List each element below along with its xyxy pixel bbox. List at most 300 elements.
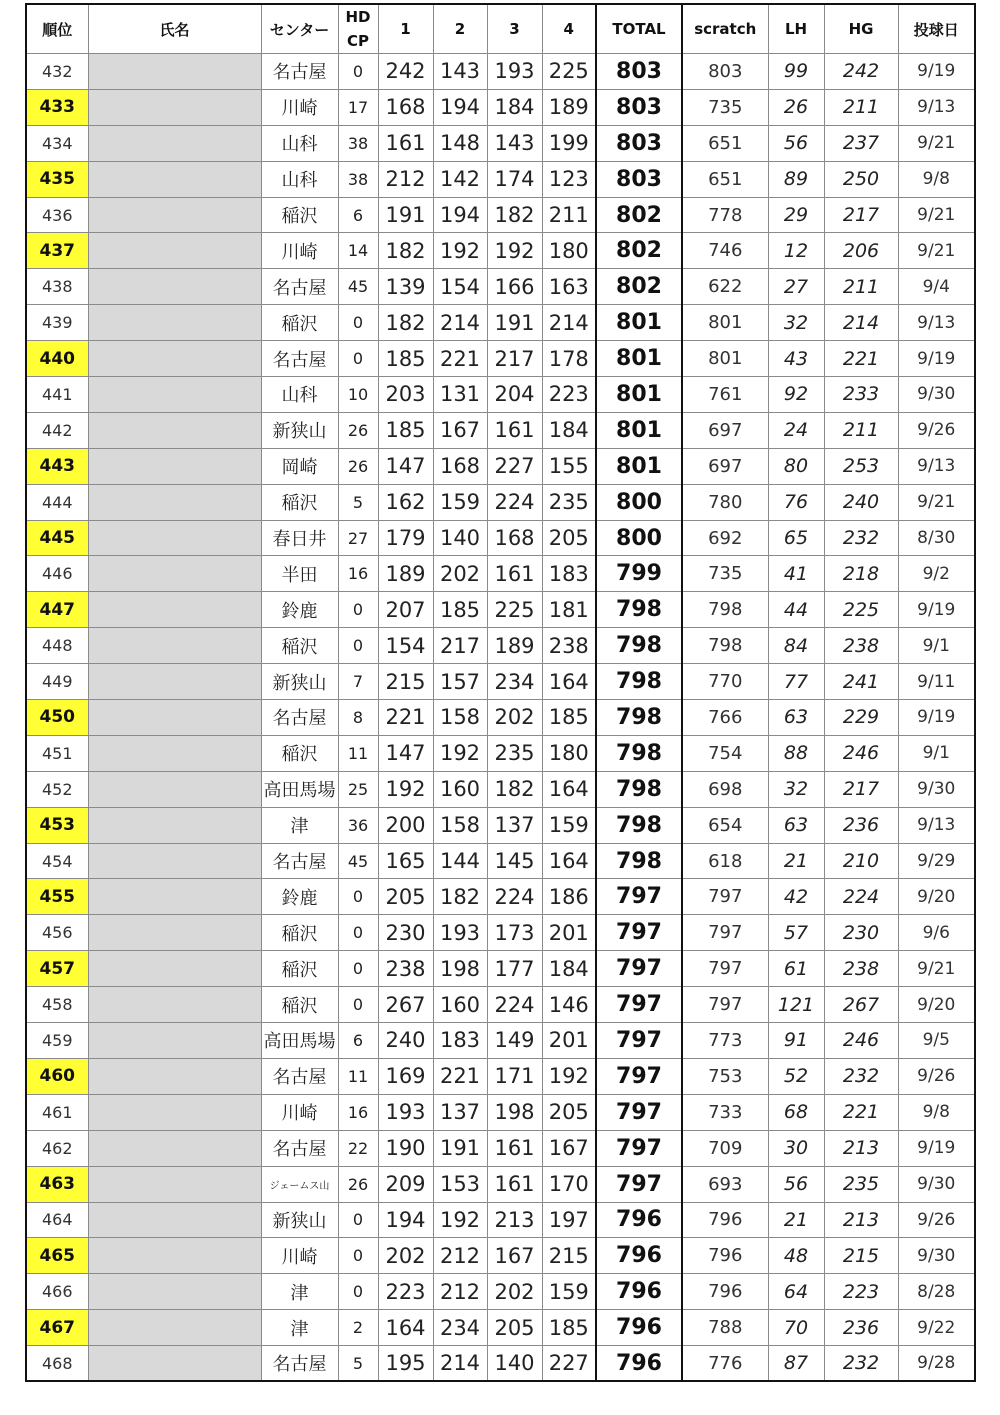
rank-cell: 435 bbox=[26, 161, 88, 197]
total-cell: 797 bbox=[596, 951, 682, 987]
name-cell-redacted bbox=[88, 305, 261, 341]
hdcp-cell: 2 bbox=[338, 1310, 378, 1346]
lh-cell: 32 bbox=[768, 771, 824, 807]
lh-cell: 44 bbox=[768, 592, 824, 628]
hg-cell: 217 bbox=[824, 771, 898, 807]
game4-cell: 184 bbox=[542, 412, 596, 448]
game3-cell: 193 bbox=[487, 54, 542, 90]
date-cell: 9/20 bbox=[898, 879, 975, 915]
hdcp-cell: 0 bbox=[338, 1202, 378, 1238]
hg-cell: 236 bbox=[824, 807, 898, 843]
game4-cell: 159 bbox=[542, 807, 596, 843]
scratch-cell: 797 bbox=[682, 879, 768, 915]
scratch-cell: 796 bbox=[682, 1238, 768, 1274]
hg-cell: 246 bbox=[824, 1023, 898, 1059]
hg-cell: 233 bbox=[824, 377, 898, 413]
game4-cell: 205 bbox=[542, 1094, 596, 1130]
hg-cell: 246 bbox=[824, 735, 898, 771]
rank-cell: 447 bbox=[26, 592, 88, 628]
name-cell-redacted bbox=[88, 341, 261, 377]
total-cell: 798 bbox=[596, 664, 682, 700]
total-cell: 797 bbox=[596, 1130, 682, 1166]
lh-cell: 27 bbox=[768, 269, 824, 305]
game1-cell: 215 bbox=[378, 664, 433, 700]
hdcp-cell: 38 bbox=[338, 161, 378, 197]
center-cell: 名古屋 bbox=[261, 1058, 338, 1094]
rank-cell: 458 bbox=[26, 987, 88, 1023]
game4-cell: 238 bbox=[542, 628, 596, 664]
game3-cell: 161 bbox=[487, 556, 542, 592]
scratch-cell: 780 bbox=[682, 484, 768, 520]
rank-cell: 459 bbox=[26, 1023, 88, 1059]
scratch-cell: 797 bbox=[682, 987, 768, 1023]
game1-cell: 221 bbox=[378, 700, 433, 736]
table-row bbox=[26, 951, 975, 987]
game3-cell: 174 bbox=[487, 161, 542, 197]
total-header: TOTAL bbox=[596, 4, 682, 54]
date-cell: 9/19 bbox=[898, 1130, 975, 1166]
lh-cell: 41 bbox=[768, 556, 824, 592]
date-cell: 8/28 bbox=[898, 1274, 975, 1310]
game2-cell: 221 bbox=[433, 1058, 487, 1094]
hg-cell: 241 bbox=[824, 664, 898, 700]
game2-cell: 191 bbox=[433, 1130, 487, 1166]
lh-cell: 57 bbox=[768, 915, 824, 951]
center-cell: 名古屋 bbox=[261, 341, 338, 377]
game4-cell: 211 bbox=[542, 197, 596, 233]
game4-cell: 164 bbox=[542, 843, 596, 879]
date-cell: 9/6 bbox=[898, 915, 975, 951]
hdcp-cell: 0 bbox=[338, 1238, 378, 1274]
date-cell: 9/13 bbox=[898, 807, 975, 843]
rank-cell: 444 bbox=[26, 484, 88, 520]
total-cell: 796 bbox=[596, 1346, 682, 1382]
game4-cell: 185 bbox=[542, 700, 596, 736]
lh-cell: 26 bbox=[768, 89, 824, 125]
center-cell: 津 bbox=[261, 1274, 338, 1310]
game1-cell: 191 bbox=[378, 197, 433, 233]
scratch-cell: 622 bbox=[682, 269, 768, 305]
name-cell-redacted bbox=[88, 987, 261, 1023]
table-row bbox=[26, 1166, 975, 1202]
game4-cell: 235 bbox=[542, 484, 596, 520]
game3-cell: 227 bbox=[487, 448, 542, 484]
game3-cell: 161 bbox=[487, 1166, 542, 1202]
hdcp-cell: 11 bbox=[338, 1058, 378, 1094]
date-cell: 9/5 bbox=[898, 1023, 975, 1059]
scratch-cell: 797 bbox=[682, 951, 768, 987]
name-cell-redacted bbox=[88, 1310, 261, 1346]
date-cell: 9/2 bbox=[898, 556, 975, 592]
rank-cell: 457 bbox=[26, 951, 88, 987]
lh-cell: 56 bbox=[768, 1166, 824, 1202]
hdcp-cell: 25 bbox=[338, 771, 378, 807]
total-cell: 797 bbox=[596, 987, 682, 1023]
center-cell: 山科 bbox=[261, 125, 338, 161]
hdcp-header-top: HD bbox=[345, 8, 371, 26]
hdcp-cell: 0 bbox=[338, 592, 378, 628]
table-row bbox=[26, 305, 975, 341]
game3-cell: 192 bbox=[487, 233, 542, 269]
date-cell: 9/21 bbox=[898, 951, 975, 987]
date-cell: 9/21 bbox=[898, 233, 975, 269]
table-row bbox=[26, 448, 975, 484]
total-cell: 801 bbox=[596, 341, 682, 377]
game4-cell: 180 bbox=[542, 735, 596, 771]
game2-cell: 182 bbox=[433, 879, 487, 915]
game1-cell: 223 bbox=[378, 1274, 433, 1310]
ranking-table bbox=[25, 3, 976, 1382]
lh-cell: 99 bbox=[768, 54, 824, 90]
date-cell: 8/30 bbox=[898, 520, 975, 556]
name-header: 氏名 bbox=[88, 4, 261, 54]
game3-cell: 182 bbox=[487, 197, 542, 233]
scratch-cell: 733 bbox=[682, 1094, 768, 1130]
center-cell: 半田 bbox=[261, 556, 338, 592]
total-cell: 802 bbox=[596, 197, 682, 233]
name-cell-redacted bbox=[88, 556, 261, 592]
name-cell-redacted bbox=[88, 664, 261, 700]
total-cell: 798 bbox=[596, 735, 682, 771]
rank-cell: 451 bbox=[26, 735, 88, 771]
center-cell: ジェームス山 bbox=[261, 1166, 338, 1202]
date-cell: 9/19 bbox=[898, 54, 975, 90]
game4-cell: 184 bbox=[542, 951, 596, 987]
table-row bbox=[26, 197, 975, 233]
name-cell-redacted bbox=[88, 628, 261, 664]
hg-cell: 214 bbox=[824, 305, 898, 341]
lh-cell: 70 bbox=[768, 1310, 824, 1346]
hg-cell: 267 bbox=[824, 987, 898, 1023]
total-cell: 797 bbox=[596, 1094, 682, 1130]
center-cell: 名古屋 bbox=[261, 1130, 338, 1166]
scratch-cell: 803 bbox=[682, 54, 768, 90]
game1-cell: 200 bbox=[378, 807, 433, 843]
rank-cell: 439 bbox=[26, 305, 88, 341]
name-cell-redacted bbox=[88, 54, 261, 90]
center-cell: 鈴鹿 bbox=[261, 879, 338, 915]
game2-cell: 234 bbox=[433, 1310, 487, 1346]
scratch-cell: 798 bbox=[682, 628, 768, 664]
table-row bbox=[26, 700, 975, 736]
hdcp-header-bottom: CP bbox=[346, 32, 369, 50]
scratch-cell: 801 bbox=[682, 305, 768, 341]
hdcp-header bbox=[338, 4, 378, 54]
scratch-cell: 651 bbox=[682, 161, 768, 197]
game2-cell: 168 bbox=[433, 448, 487, 484]
game3-cell: 143 bbox=[487, 125, 542, 161]
game1-cell: 139 bbox=[378, 269, 433, 305]
table-row bbox=[26, 89, 975, 125]
date-cell: 9/29 bbox=[898, 843, 975, 879]
ranking-rows bbox=[26, 54, 975, 1382]
name-cell-redacted bbox=[88, 700, 261, 736]
hg-header: HG bbox=[824, 4, 898, 54]
hdcp-cell: 27 bbox=[338, 520, 378, 556]
game3-cell: 184 bbox=[487, 89, 542, 125]
table-row bbox=[26, 412, 975, 448]
scratch-cell: 798 bbox=[682, 592, 768, 628]
table-row bbox=[26, 1310, 975, 1346]
hg-cell: 213 bbox=[824, 1130, 898, 1166]
hg-cell: 211 bbox=[824, 412, 898, 448]
rank-cell: 443 bbox=[26, 448, 88, 484]
rank-cell: 438 bbox=[26, 269, 88, 305]
date-header: 投球日 bbox=[898, 4, 975, 54]
total-cell: 797 bbox=[596, 1166, 682, 1202]
game3-cell: 225 bbox=[487, 592, 542, 628]
game1-cell: 154 bbox=[378, 628, 433, 664]
center-cell: 稲沢 bbox=[261, 915, 338, 951]
lh-cell: 48 bbox=[768, 1238, 824, 1274]
hdcp-cell: 6 bbox=[338, 197, 378, 233]
hdcp-cell: 5 bbox=[338, 1346, 378, 1382]
table-row bbox=[26, 1094, 975, 1130]
table-row bbox=[26, 628, 975, 664]
center-cell: 岡崎 bbox=[261, 448, 338, 484]
hdcp-cell: 26 bbox=[338, 448, 378, 484]
date-cell: 9/1 bbox=[898, 735, 975, 771]
lh-cell: 80 bbox=[768, 448, 824, 484]
game1-cell: 240 bbox=[378, 1023, 433, 1059]
game3-cell: 224 bbox=[487, 879, 542, 915]
name-cell-redacted bbox=[88, 1238, 261, 1274]
table-row bbox=[26, 484, 975, 520]
lh-cell: 56 bbox=[768, 125, 824, 161]
game4-cell: 199 bbox=[542, 125, 596, 161]
game2-cell: 192 bbox=[433, 233, 487, 269]
center-cell: 稲沢 bbox=[261, 735, 338, 771]
name-cell-redacted bbox=[88, 592, 261, 628]
game3-header: 3 bbox=[487, 4, 542, 54]
header-row bbox=[26, 4, 975, 54]
hdcp-cell: 0 bbox=[338, 305, 378, 341]
date-cell: 9/26 bbox=[898, 1202, 975, 1238]
game4-cell: 123 bbox=[542, 161, 596, 197]
center-cell: 名古屋 bbox=[261, 843, 338, 879]
game1-cell: 185 bbox=[378, 412, 433, 448]
total-cell: 796 bbox=[596, 1310, 682, 1346]
game1-cell: 207 bbox=[378, 592, 433, 628]
date-cell: 9/21 bbox=[898, 125, 975, 161]
hg-cell: 206 bbox=[824, 233, 898, 269]
center-cell: 名古屋 bbox=[261, 54, 338, 90]
game1-cell: 165 bbox=[378, 843, 433, 879]
center-cell: 山科 bbox=[261, 161, 338, 197]
hdcp-cell: 7 bbox=[338, 664, 378, 700]
hdcp-cell: 0 bbox=[338, 1274, 378, 1310]
center-cell: 山科 bbox=[261, 377, 338, 413]
game1-cell: 242 bbox=[378, 54, 433, 90]
game3-cell: 191 bbox=[487, 305, 542, 341]
game2-cell: 185 bbox=[433, 592, 487, 628]
game2-cell: 192 bbox=[433, 735, 487, 771]
game1-cell: 164 bbox=[378, 1310, 433, 1346]
center-cell: 川崎 bbox=[261, 1238, 338, 1274]
game4-cell: 178 bbox=[542, 341, 596, 377]
hg-cell: 230 bbox=[824, 915, 898, 951]
lh-cell: 87 bbox=[768, 1346, 824, 1382]
table-row bbox=[26, 377, 975, 413]
game1-cell: 194 bbox=[378, 1202, 433, 1238]
game3-cell: 202 bbox=[487, 700, 542, 736]
date-cell: 9/11 bbox=[898, 664, 975, 700]
hg-cell: 210 bbox=[824, 843, 898, 879]
lh-cell: 68 bbox=[768, 1094, 824, 1130]
date-cell: 9/13 bbox=[898, 305, 975, 341]
date-cell: 9/8 bbox=[898, 1094, 975, 1130]
hg-cell: 235 bbox=[824, 1166, 898, 1202]
rank-cell: 449 bbox=[26, 664, 88, 700]
lh-cell: 89 bbox=[768, 161, 824, 197]
scratch-cell: 753 bbox=[682, 1058, 768, 1094]
game3-cell: 189 bbox=[487, 628, 542, 664]
hdcp-cell: 10 bbox=[338, 377, 378, 413]
game4-cell: 163 bbox=[542, 269, 596, 305]
hdcp-cell: 0 bbox=[338, 341, 378, 377]
game3-cell: 224 bbox=[487, 987, 542, 1023]
scratch-cell: 801 bbox=[682, 341, 768, 377]
hg-cell: 238 bbox=[824, 951, 898, 987]
rank-cell: 465 bbox=[26, 1238, 88, 1274]
hdcp-cell: 5 bbox=[338, 484, 378, 520]
lh-cell: 65 bbox=[768, 520, 824, 556]
game2-cell: 137 bbox=[433, 1094, 487, 1130]
lh-cell: 63 bbox=[768, 700, 824, 736]
lh-cell: 77 bbox=[768, 664, 824, 700]
center-cell: 高田馬場 bbox=[261, 771, 338, 807]
game4-cell: 214 bbox=[542, 305, 596, 341]
total-cell: 798 bbox=[596, 807, 682, 843]
rank-cell: 450 bbox=[26, 700, 88, 736]
scratch-cell: 766 bbox=[682, 700, 768, 736]
total-cell: 797 bbox=[596, 1058, 682, 1094]
center-cell: 名古屋 bbox=[261, 269, 338, 305]
game4-cell: 164 bbox=[542, 771, 596, 807]
total-cell: 796 bbox=[596, 1274, 682, 1310]
game3-cell: 145 bbox=[487, 843, 542, 879]
game1-cell: 189 bbox=[378, 556, 433, 592]
scratch-cell: 693 bbox=[682, 1166, 768, 1202]
game1-cell: 162 bbox=[378, 484, 433, 520]
name-cell-redacted bbox=[88, 448, 261, 484]
game3-cell: 149 bbox=[487, 1023, 542, 1059]
table-row bbox=[26, 771, 975, 807]
name-cell-redacted bbox=[88, 1202, 261, 1238]
game3-cell: 161 bbox=[487, 412, 542, 448]
ranking-sheet bbox=[25, 3, 976, 1382]
lh-cell: 92 bbox=[768, 377, 824, 413]
hdcp-cell: 11 bbox=[338, 735, 378, 771]
scratch-cell: 754 bbox=[682, 735, 768, 771]
lh-cell: 63 bbox=[768, 807, 824, 843]
game4-cell: 186 bbox=[542, 879, 596, 915]
name-cell-redacted bbox=[88, 377, 261, 413]
game3-cell: 217 bbox=[487, 341, 542, 377]
scratch-cell: 654 bbox=[682, 807, 768, 843]
game2-cell: 194 bbox=[433, 197, 487, 233]
game2-cell: 212 bbox=[433, 1238, 487, 1274]
date-cell: 9/19 bbox=[898, 592, 975, 628]
name-cell-redacted bbox=[88, 915, 261, 951]
game4-cell: 155 bbox=[542, 448, 596, 484]
total-cell: 800 bbox=[596, 484, 682, 520]
table-row bbox=[26, 54, 975, 90]
total-cell: 799 bbox=[596, 556, 682, 592]
center-cell: 稲沢 bbox=[261, 197, 338, 233]
hdcp-cell: 36 bbox=[338, 807, 378, 843]
center-cell: 新狭山 bbox=[261, 1202, 338, 1238]
scratch-cell: 697 bbox=[682, 412, 768, 448]
name-cell-redacted bbox=[88, 843, 261, 879]
hdcp-cell: 22 bbox=[338, 1130, 378, 1166]
table-row bbox=[26, 1023, 975, 1059]
game1-cell: 203 bbox=[378, 377, 433, 413]
date-cell: 9/8 bbox=[898, 161, 975, 197]
game2-cell: 159 bbox=[433, 484, 487, 520]
date-cell: 9/1 bbox=[898, 628, 975, 664]
table-row bbox=[26, 843, 975, 879]
game3-cell: 161 bbox=[487, 1130, 542, 1166]
hg-cell: 229 bbox=[824, 700, 898, 736]
hg-cell: 238 bbox=[824, 628, 898, 664]
hg-cell: 240 bbox=[824, 484, 898, 520]
table-row bbox=[26, 125, 975, 161]
scratch-cell: 788 bbox=[682, 1310, 768, 1346]
date-cell: 9/30 bbox=[898, 771, 975, 807]
game4-cell: 146 bbox=[542, 987, 596, 1023]
scratch-cell: 735 bbox=[682, 556, 768, 592]
lh-cell: 29 bbox=[768, 197, 824, 233]
game1-cell: 147 bbox=[378, 735, 433, 771]
table-row bbox=[26, 592, 975, 628]
name-cell-redacted bbox=[88, 484, 261, 520]
date-cell: 9/13 bbox=[898, 89, 975, 125]
hg-cell: 215 bbox=[824, 1238, 898, 1274]
game4-cell: 167 bbox=[542, 1130, 596, 1166]
game1-cell: 192 bbox=[378, 771, 433, 807]
game2-cell: 154 bbox=[433, 269, 487, 305]
rank-cell: 462 bbox=[26, 1130, 88, 1166]
game4-cell: 223 bbox=[542, 377, 596, 413]
game2-cell: 157 bbox=[433, 664, 487, 700]
game3-cell: 173 bbox=[487, 915, 542, 951]
center-cell: 新狭山 bbox=[261, 664, 338, 700]
game1-cell: 179 bbox=[378, 520, 433, 556]
game1-cell: 161 bbox=[378, 125, 433, 161]
rank-cell: 440 bbox=[26, 341, 88, 377]
game2-cell: 193 bbox=[433, 915, 487, 951]
hdcp-cell: 16 bbox=[338, 556, 378, 592]
hdcp-cell: 0 bbox=[338, 987, 378, 1023]
hg-cell: 211 bbox=[824, 89, 898, 125]
rank-cell: 432 bbox=[26, 54, 88, 90]
name-cell-redacted bbox=[88, 1346, 261, 1382]
game3-cell: 202 bbox=[487, 1274, 542, 1310]
hdcp-cell: 17 bbox=[338, 89, 378, 125]
hdcp-cell: 6 bbox=[338, 1023, 378, 1059]
scratch-cell: 709 bbox=[682, 1130, 768, 1166]
scratch-cell: 697 bbox=[682, 448, 768, 484]
hg-cell: 237 bbox=[824, 125, 898, 161]
name-cell-redacted bbox=[88, 520, 261, 556]
game3-cell: 198 bbox=[487, 1094, 542, 1130]
scratch-header: scratch bbox=[682, 4, 768, 54]
game1-cell: 190 bbox=[378, 1130, 433, 1166]
hdcp-cell: 0 bbox=[338, 628, 378, 664]
lh-cell: 42 bbox=[768, 879, 824, 915]
center-cell: 川崎 bbox=[261, 89, 338, 125]
